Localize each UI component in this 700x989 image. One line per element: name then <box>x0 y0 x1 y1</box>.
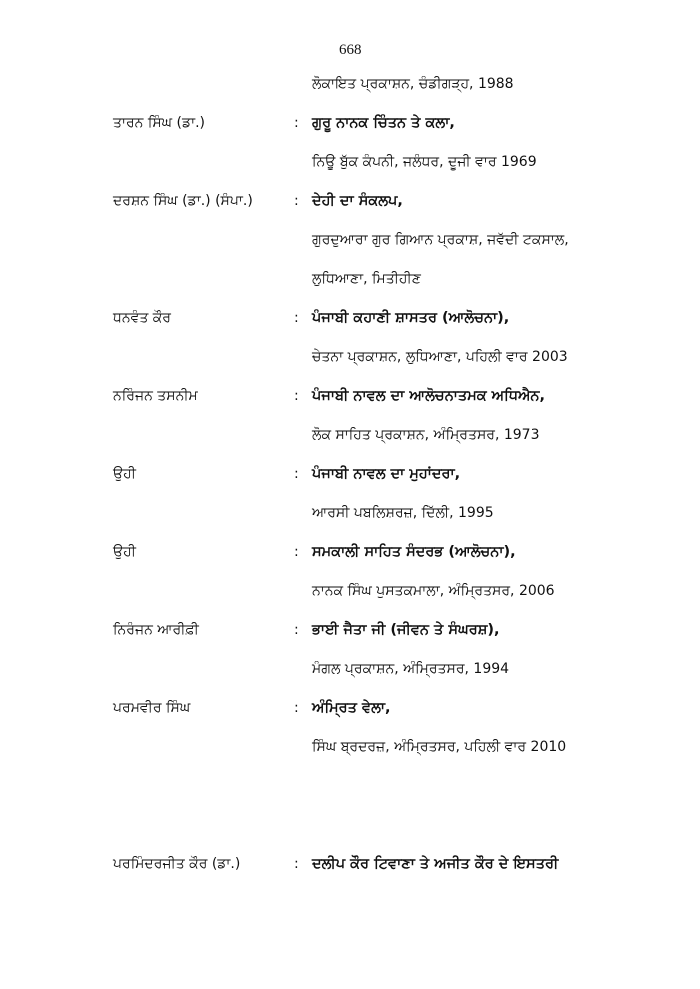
colon-separator: : <box>294 310 299 326</box>
colon-separator: : <box>294 856 299 872</box>
book-title: ਦੇਹੀ ਦਾ ਸੰਕਲਪ, <box>312 193 403 209</box>
book-title: ਭਾਈ ਜੈਤਾ ਜੀ (ਜੀਵਨ ਤੇ ਸੰਘਰਸ਼), <box>312 622 500 638</box>
publication-line: ਗੁਰਦੁਆਰਾ ਗੁਰ ਗਿਆਨ ਪ੍ਰਕਾਸ਼, ਜਵੱਦੀ ਟਕਸਾਲ, <box>312 232 569 248</box>
author-name: ਉਹੀ <box>113 466 136 482</box>
colon-separator: : <box>294 193 299 209</box>
publication-line: ਲੁਧਿਆਣਾ, ਮਿਤੀਹੀਣ <box>312 271 421 287</box>
colon-separator: : <box>294 115 299 131</box>
colon-separator: : <box>294 622 299 638</box>
author-name: ਤਾਰਨ ਸਿੰਘ (ਡਾ.) <box>113 115 206 131</box>
book-title: ਪੰਜਾਬੀ ਕਹਾਣੀ ਸ਼ਾਸਤਰ (ਆਲੋਚਨਾ), <box>312 310 510 326</box>
author-name: ਦਰਸ਼ਨ ਸਿੰਘ (ਡਾ.) (ਸੰਪਾ.) <box>113 193 253 209</box>
book-title: ਸਮਕਾਲੀ ਸਾਹਿਤ ਸੰਦਰਭ (ਆਲੋਚਨਾ), <box>312 544 516 560</box>
author-name: ਧਨਵੰਤ ਕੌਰ <box>113 310 171 326</box>
publication-line: ਨਾਨਕ ਸਿੰਘ ਪੁਸਤਕਮਾਲਾ, ਅੰਮ੍ਰਿਤਸਰ, 2006 <box>312 583 555 599</box>
publication-line: ਚੇਤਨਾ ਪ੍ਰਕਾਸ਼ਨ, ਲੁਧਿਆਣਾ, ਪਹਿਲੀ ਵਾਰ 2003 <box>312 349 568 365</box>
colon-separator: : <box>294 544 299 560</box>
publication-line: ਲੋਕਾਇਤ ਪ੍ਰਕਾਸ਼ਨ, ਚੰਡੀਗੜ੍ਹ, 1988 <box>312 76 514 92</box>
publication-line: ਨਿਊ ਬੁੱਕ ਕੰਪਨੀ, ਜਲੰਧਰ, ਦੂਜੀ ਵਾਰ 1969 <box>312 154 537 170</box>
page-number: 668 <box>339 42 362 58</box>
book-title: ਪੰਜਾਬੀ ਨਾਵਲ ਦਾ ਮੁਹਾਂਦਰਾ, <box>312 466 461 482</box>
author-name: ਪਰਮਿੰਦਰਜੀਤ ਕੌਰ (ਡਾ.) <box>113 856 241 872</box>
author-name: ਨਿਰੰਜਨ ਆਰੀਫ਼ੀ <box>113 622 199 638</box>
colon-separator: : <box>294 388 299 404</box>
colon-separator: : <box>294 700 299 716</box>
publication-line: ਸਿੰਘ ਬ੍ਰਦਰਜ਼, ਅੰਮ੍ਰਿਤਸਰ, ਪਹਿਲੀ ਵਾਰ 2010 <box>312 739 567 755</box>
book-title: ਗੁਰੂ ਨਾਨਕ ਚਿੰਤਨ ਤੇ ਕਲਾ, <box>312 115 455 131</box>
author-name: ਉਹੀ <box>113 544 136 560</box>
publication-line: ਲੋਕ ਸਾਹਿਤ ਪ੍ਰਕਾਸ਼ਨ, ਅੰਮ੍ਰਿਤਸਰ, 1973 <box>312 427 540 443</box>
book-title: ਦਲੀਪ ਕੌਰ ਟਿਵਾਣਾ ਤੇ ਅਜੀਤ ਕੌਰ ਦੇ ਇਸਤਰੀ <box>312 856 559 872</box>
author-name: ਪਰਮਵੀਰ ਸਿੰਘ <box>113 700 191 716</box>
publication-line: ਆਰਸੀ ਪਬਲਿਸ਼ਰਜ਼, ਦਿੱਲੀ, 1995 <box>312 505 494 521</box>
book-title: ਪੰਜਾਬੀ ਨਾਵਲ ਦਾ ਆਲੋਚਨਾਤਮਕ ਅਧਿਐਨ, <box>312 388 545 404</box>
book-title: ਅੰਮ੍ਰਿਤ ਵੇਲਾ, <box>312 700 391 716</box>
author-name: ਨਰਿੰਜਨ ਤਸਨੀਮ <box>113 388 198 404</box>
colon-separator: : <box>294 466 299 482</box>
publication-line: ਮੰਗਲ ਪ੍ਰਕਾਸ਼ਨ, ਅੰਮ੍ਰਿਤਸਰ, 1994 <box>312 661 510 677</box>
